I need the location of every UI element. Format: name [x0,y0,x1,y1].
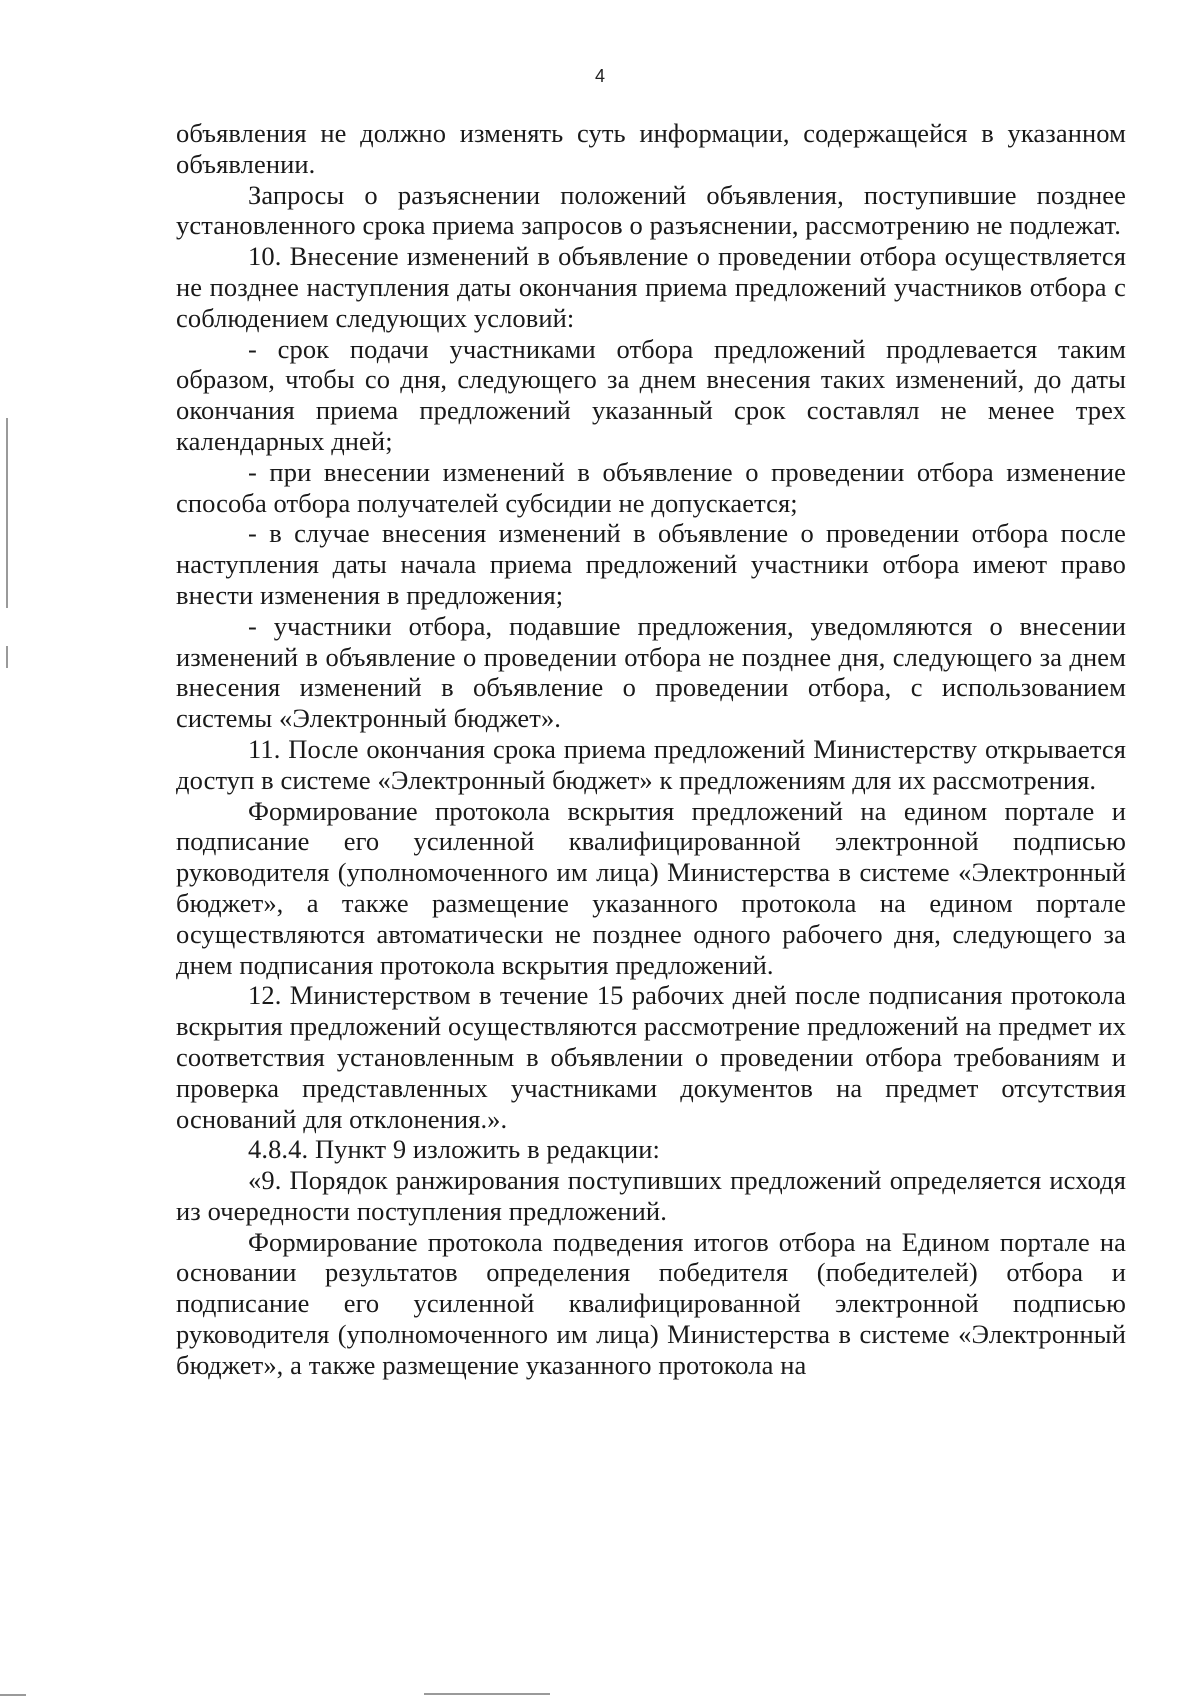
scan-margin-mark [6,646,8,668]
paragraph-clarification-requests: Запросы о разъяснении положений объявления, поступившие позднее установленного срока приема запросов о разъяснении, рассмотрению не подлежат. [176,179,1126,241]
scan-margin-mark [6,418,8,608]
paragraph-continuation: объявления не должно изменять суть информации, содержащейся в указанном объявлении. [176,118,1126,179]
paragraph-item-12: 12. Министерством в течение 15 рабочих дней после подписания протокола вскрытия предложений осуществляются рассмотрение предложений на предмет их соответствия установленным в объявлении о проведении отбора требованиям и проверка представленных участниками документов на предмет отсутствия оснований для отклонения.». [176,980,1126,1134]
paragraph-item-9: «9. Порядок ранжирования поступивших предложений определяется исходя из очередности поступления предложений. [176,1165,1126,1226]
list-item-proposal-changes: - в случае внесения изменений в объявление о проведении отбора после наступления даты начала приема предложений участники отбора имеют право внести изменения в предложения; [176,518,1126,610]
list-item-method-change: - при внесении изменений в объявление о проведении отбора изменение способа отбора получателей субсидии не допускается; [176,456,1126,518]
paragraph-opening-protocol: Формирование протокола вскрытия предложений на едином портале и подписание его усиленной квалифицированной электронной подписью руководителя (уполномоченного им лица) Министерства в системе «Электронный бюджет», а также размещение указанного протокола на едином портале осуществляются автоматически не позднее одного рабочего дня, следующего за днем подписания протокола вскрытия предложений. [176,795,1126,980]
list-item-deadline-extension: - срок подачи участниками отбора предложений продлевается таким образом, чтобы со дня, следующего за днем внесения таких изменений, до даты окончания приема предложений указанный срок составлял не менее трех календарных дней; [176,333,1126,456]
paragraph-item-10: 10. Внесение изменений в объявление о проведении отбора осуществляется не позднее наступления даты окончания приема предложений участников отбора с соблюдением следующих условий: [176,241,1126,333]
scan-bottom-mark [0,1694,26,1696]
scan-bottom-mark [424,1693,550,1695]
paragraph-results-protocol: Формирование протокола подведения итогов отбора на Едином портале на основании результатов определения победителя (победителей) отбора и подписание его усиленной квалифицированной электронной подписью руководителя (уполномоченного им лица) Министерства в системе «Электронный бюджет», а также размещение указанного протокола на [176,1226,1126,1380]
paragraph-item-11: 11. После окончания срока приема предложений Министерству открывается доступ в системе «Электронный бюджет» к предложениям для их рассмотрения. [176,733,1126,795]
paragraph-amendment-4-8-4: 4.8.4. Пункт 9 изложить в редакции: [248,1134,660,1165]
document-body [176,118,1126,1381]
page-number: 4 [594,66,605,86]
list-item-participant-notification: - участники отбора, подавшие предложения, уведомляются о внесении изменений в объявление о проведении отбора не позднее дня, следующего за днем внесения изменений в объявление о проведении отбора, с использованием системы «Электронный бюджет». [176,610,1126,734]
